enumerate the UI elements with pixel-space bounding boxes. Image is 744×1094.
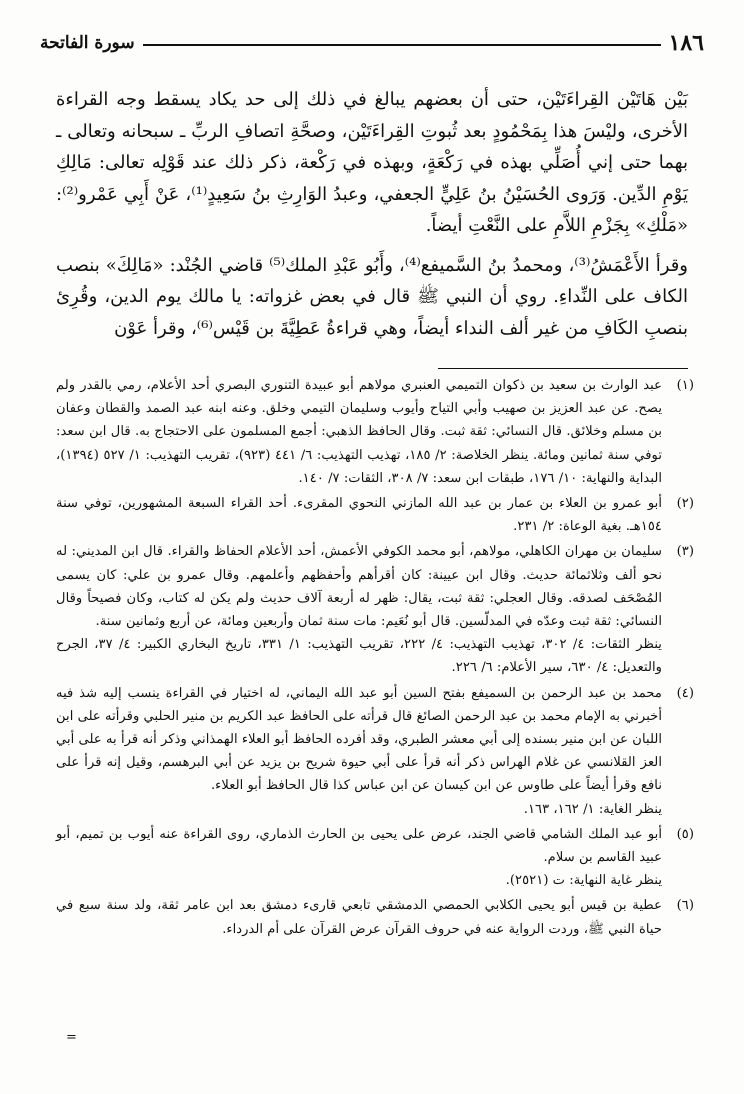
page-number: ١٨٦: [668, 30, 704, 56]
footnote-reference: ينظر غاية النهاية: ت (٢٥٢١).: [505, 873, 662, 889]
running-header: [40, 30, 704, 56]
surah-title: سورة الفاتحة: [40, 33, 135, 53]
footnotes: [56, 374, 694, 941]
footnote-text: عبد الوارث بن سعيد بن ذكوان التميمي العنبري مولاهم أبو عبيدة التنوري البصري أحد الأعلام، رمي بالقدر ولم يصح. عن عبد العزيز بن صهيب وأبي التياح وأيوب وسليمان التيمي وخلق. وعنه ابنه عبد الصمد والقطان وعفان بن مسلم وخلائق. قال النسائي: ثقة ثبت. وقال الحافظ الذهبي: أجمع المسلمون على الاحتجاج به. قال ابن سعد: توفي سنة ثمانين ومائة. ينظر الخلاصة: ٢/ ١٨٥، تهذيب التهذيب: ٦/ ٤٤١ (٩٢٣)، تقريب التهذيب: ١/ ٥٢٧ (١٣٩٤)، البداية والنهاية: ١٠/ ١٧٦، طبقات ابن سعد: ٧/ ٣٠٨، الثقات: ٧/ ١٤٠.: [56, 378, 662, 486]
main-paragraph: وقرأ الأَعْمَشُ⁽³⁾، ومحمدُ بنُ السَّميفع⁽⁴⁾، وأَبُو عَبْدِ الملك⁽⁵⁾ قاضي الجُنْد: «مَالِكَ» بنصب الكاف على النِّداءِ. روي أن النبي ﷺ قال في بعض غزواته: يا مالك يوم الدين، وقُرِئ بنصبِ الكَافِ من غير ألف النداء أيضاً، وهي قراءةُ عَطِيَّةَ بن قَيْس⁽⁶⁾، وقرأ عَوْن: [56, 254, 689, 339]
footnote-reference: ينظر الغاية: ١/ ١٦٢، ١٦٣.: [523, 801, 662, 817]
footnote-2: [56, 492, 694, 538]
footnote-text: عطية بن قيس أبو يحيى الكلابي الحمصي الدمشقي تابعي قارىء دمشق بعد ابن عامر ثقة، ولد سنة سبع في حياة النبي ﷺ، وردت الرواية عنه في حروف القرآن عرض القرآن على أم الدرداء.: [56, 898, 662, 937]
footnote-body: [56, 682, 662, 821]
footnote-number: (٥): [676, 826, 694, 842]
footnote-1: [56, 374, 694, 490]
footnote-3: [56, 540, 694, 679]
footnote-text: محمد بن عبد الرحمن بن السميفع بفتح السين أبو عبد الله اليماني، له اختيار في القراءة ينسب إليه شذ فيه أخبرني به الإمام محمد بن عبد الرحمن الصائغ قال قرأته على الحافظ عبد الكريم بن منير الحلبي وقرأته على ابن اللبان عن ابن منير بسنده إلى أبي معشر الطبري، وقد أفرده الحافظ أبو العلاء الهمذاني وذكر أنه قرأ به على أبي العز القلانسي عن غلام الهراس ذكر أنه قرأ على أبي حيوة شريح بن يزيد عن أبي البرهسم، وقيل إنه قرأ على نافع وقرأ أيضاً على طاوس عن ابن كيسان عن ابن عباس كذا قال الحافظ أبو العلاء.: [56, 685, 662, 794]
footnote-number: (١): [676, 378, 694, 393]
footnote-body: [56, 540, 662, 679]
footnote-separator: [438, 368, 688, 369]
footnote-number: (٦): [676, 898, 694, 914]
header-rule: [143, 44, 661, 46]
footnote-body: [56, 823, 662, 893]
footnote-number: (٣): [676, 544, 694, 560]
footnote-text: أبو عبد الملك الشامي قاضي الجند، عرض على يحيى بن الحارث الذماري، روى القراءة عنه أيوب بن تميم، أبو عبيد القاسم بن سلام.: [56, 826, 662, 866]
continuation-mark: =: [66, 1030, 77, 1045]
footnote-5: [56, 823, 694, 893]
main-text: [56, 84, 688, 344]
footnote-6: [56, 894, 694, 940]
footnote-body: [56, 492, 662, 538]
footnote-body: [56, 374, 662, 490]
main-paragraph: بَيْن هَاتَيْن القِراءَتَيْن، حتى أن بعضهم يبالغ في ذلك إلى حد يكاد يسقط وجه القراءة الأخرى، وليْسَ هذا بِمَحْمُودٍ بعد ثُبوتِ القِراءَتَيْن، وصحَّةِ اتصافِ الربِّ ـ سبحانه وتعالى ـ بهما حتى إني أُصَلِّي بهذه في رَكْعَةٍ، وبهذه في رَكْعة، ذكر ذلك عند قَوْلِه تعالى: مَالِكِ يَوْمِ الدِّين. وَرَوى الحُسَيْنُ بنُ عَلِيٍّ الجعفي، وعبدُ الوَارِثِ بنُ سَعِيدٍ⁽¹⁾، عَنْ أَبِي عَمْرو⁽²⁾: «مَلْكِ» بِجَزْمِ اللاَّمِ على النَّعْتِ أيضاً.: [56, 89, 688, 236]
footnote-text: سليمان بن مهران الكاهلي، مولاهم، أبو محمد الكوفي الأعمش، أحد الأعلام الحفاظ والقراء. قال ابن المديني: له نحو ألف وثلاثمائة حديث. وقال ابن عيينة: كان أقرأهم وأحفظهم وأعلمهم. وقال عمرو بن علي: كان يسمى المُصْحَف لصدقه. وقال العجلي: ثقة ثبت، يقال: ظهر له أربعة آلاف حديث ولم يكن له كتاب، وكان فصيحاً وقال النسائي: ثقة ثبت وعدّه في المدلّسين. قال أبو نُعَيم: مات سنة ثمان وأربعين ومائة، عن أربع وثمانين سنة.: [56, 544, 662, 630]
footnote-reference: ينظر الثقات: ٤/ ٣٠٢، تهذيب التهذيب: ٤/ ٢٢٢، تقريب التهذيب: ١/ ٣٣١، تاريخ البخاري الكبير: ٤/ ٣٧، الجرح والتعديل: ٤/ ٦٣٠، سير الأعلام: ٦/ ٢٢٦.: [56, 637, 662, 676]
footnote-text: أبو عمرو بن العلاء بن عمار بن عبد الله المازني النحوي المقرىء. أحد القراء السبعة المشهورين، توفي سنة ١٥٤هـ. بغية الوعاة: ٢/ ٢٣١.: [56, 496, 662, 535]
footnote-body: [56, 894, 662, 940]
footnote-number: (٢): [676, 496, 694, 512]
footnote-4: [56, 682, 694, 821]
footnote-number: (٤): [676, 685, 694, 701]
